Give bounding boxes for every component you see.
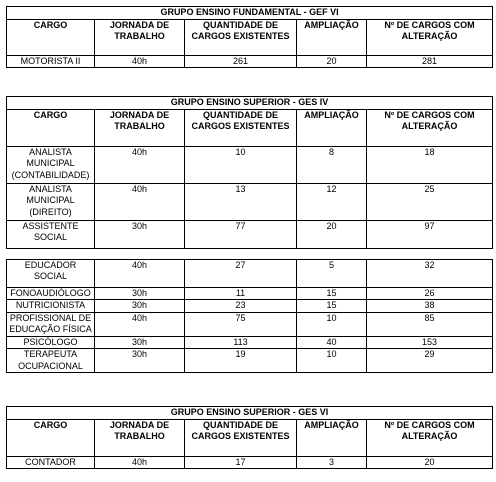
table-row	[7, 220, 493, 248]
cell-jornada: 30h	[95, 336, 185, 349]
cell-ampliacao: 20	[297, 55, 367, 68]
cell-quantidade: 23	[185, 300, 297, 313]
cell-cargo: EDUCADOR SOCIAL	[7, 259, 95, 287]
cell-jornada: 40h	[95, 312, 185, 336]
cell-cargo: ASSISTENTE SOCIAL	[7, 220, 95, 248]
cell-ampliacao: 3	[297, 456, 367, 469]
header-jornada: JORNADA DE TRABALHO	[95, 19, 185, 55]
cell-alteracao: 85	[367, 312, 493, 336]
cell-ampliacao: 10	[297, 349, 367, 373]
table-row	[7, 456, 493, 469]
cell-quantidade: 113	[185, 336, 297, 349]
cell-quantidade: 261	[185, 55, 297, 68]
header-cargo: CARGO	[7, 109, 95, 146]
cell-quantidade: 13	[185, 183, 297, 220]
header-quantidade: QUANTIDADE DE CARGOS EXISTENTES	[185, 109, 297, 146]
table-row	[7, 349, 493, 373]
spacer-row	[7, 248, 493, 259]
header-cargo: CARGO	[7, 419, 95, 456]
cell-quantidade: 11	[185, 287, 297, 300]
cell-cargo: TERAPEUTA OCUPACIONAL	[7, 349, 95, 373]
cell-cargo: MOTORISTA II	[7, 55, 95, 68]
cell-jornada: 40h	[95, 456, 185, 469]
cell-cargo: FONOAUDIÓLOGO	[7, 287, 95, 300]
table-row	[7, 55, 493, 68]
cell-ampliacao: 40	[297, 336, 367, 349]
header-cargo: CARGO	[7, 19, 95, 55]
cell-alteracao: 38	[367, 300, 493, 313]
cell-alteracao: 97	[367, 220, 493, 248]
cell-alteracao: 25	[367, 183, 493, 220]
table-row	[7, 259, 493, 287]
cell-cargo: PSICÓLOGO	[7, 336, 95, 349]
cell-alteracao: 153	[367, 336, 493, 349]
cell-cargo: ANALISTA MUNICIPAL (DIREITO)	[7, 183, 95, 220]
cell-ampliacao: 8	[297, 146, 367, 183]
header-ampliacao: AMPLIAÇÃO	[297, 19, 367, 55]
cell-alteracao: 26	[367, 287, 493, 300]
cell-alteracao: 18	[367, 146, 493, 183]
cell-alteracao: 20	[367, 456, 493, 469]
cell-cargo: CONTADOR	[7, 456, 95, 469]
table-title: GRUPO ENSINO SUPERIOR - GES VI	[7, 407, 493, 420]
cell-alteracao: 32	[367, 259, 493, 287]
cell-alteracao: 29	[367, 349, 493, 373]
cell-jornada: 30h	[95, 220, 185, 248]
cell-cargo: ANALISTA MUNICIPAL (CONTABILIDADE)	[7, 146, 95, 183]
table-title: GRUPO ENSINO SUPERIOR - GES IV	[7, 97, 493, 110]
header-quantidade: QUANTIDADE DE CARGOS EXISTENTES	[185, 419, 297, 456]
table-row	[7, 287, 493, 300]
table-ges-iv	[6, 96, 493, 373]
cell-jornada: 30h	[95, 349, 185, 373]
table-ges-vi	[6, 406, 493, 469]
header-jornada: JORNADA DE TRABALHO	[95, 109, 185, 146]
cell-cargo: NUTRICIONISTA	[7, 300, 95, 313]
header-alteracao: Nº DE CARGOS COM ALTERAÇÃO	[367, 419, 493, 456]
table-row	[7, 300, 493, 313]
cell-jornada: 40h	[95, 183, 185, 220]
header-alteracao: Nº DE CARGOS COM ALTERAÇÃO	[367, 109, 493, 146]
table-row	[7, 312, 493, 336]
header-alteracao: Nº DE CARGOS COM ALTERAÇÃO	[367, 19, 493, 55]
table-row	[7, 146, 493, 183]
cell-jornada: 30h	[95, 287, 185, 300]
table-row	[7, 336, 493, 349]
cell-quantidade: 10	[185, 146, 297, 183]
cell-jornada: 40h	[95, 259, 185, 287]
table-row	[7, 183, 493, 220]
cell-quantidade: 77	[185, 220, 297, 248]
table-gef-vi	[6, 6, 493, 68]
cell-jornada: 40h	[95, 146, 185, 183]
cell-cargo: PROFISSIONAL DE EDUCAÇÃO FÍSICA	[7, 312, 95, 336]
cell-ampliacao: 5	[297, 259, 367, 287]
header-jornada: JORNADA DE TRABALHO	[95, 419, 185, 456]
cell-ampliacao: 15	[297, 300, 367, 313]
cell-alteracao: 281	[367, 55, 493, 68]
cell-quantidade: 19	[185, 349, 297, 373]
header-ampliacao: AMPLIAÇÃO	[297, 109, 367, 146]
header-quantidade: QUANTIDADE DE CARGOS EXISTENTES	[185, 19, 297, 55]
spacer	[7, 248, 493, 259]
table-title: GRUPO ENSINO FUNDAMENTAL - GEF VI	[7, 7, 493, 20]
cell-quantidade: 27	[185, 259, 297, 287]
cell-ampliacao: 20	[297, 220, 367, 248]
cell-quantidade: 17	[185, 456, 297, 469]
cell-ampliacao: 10	[297, 312, 367, 336]
cell-ampliacao: 15	[297, 287, 367, 300]
cell-jornada: 40h	[95, 55, 185, 68]
cell-ampliacao: 12	[297, 183, 367, 220]
cell-quantidade: 75	[185, 312, 297, 336]
header-ampliacao: AMPLIAÇÃO	[297, 419, 367, 456]
cell-jornada: 30h	[95, 300, 185, 313]
